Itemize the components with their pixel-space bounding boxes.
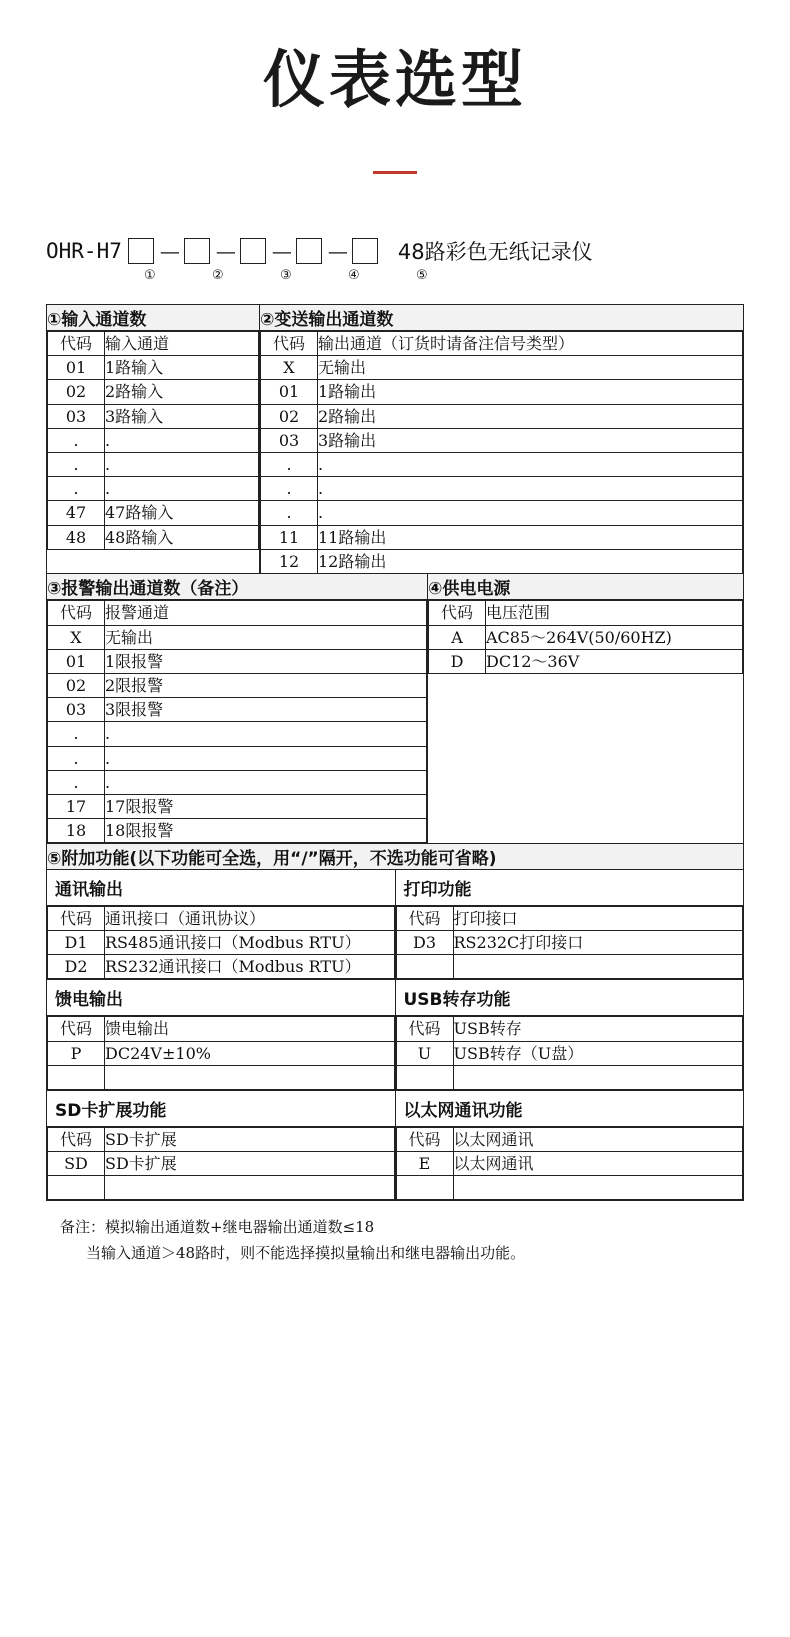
model-prefix: OHR-H7	[46, 239, 122, 263]
row-label: 1路输入	[105, 356, 259, 380]
section-4-header: ④供电电源	[428, 574, 744, 600]
col-header-code: 代码	[429, 601, 486, 625]
table-row	[396, 955, 743, 979]
footer-notes	[60, 1215, 790, 1266]
block-print	[395, 869, 744, 980]
row-label: .	[318, 452, 743, 476]
table-row	[429, 601, 743, 625]
block-title: SD卡扩展功能	[47, 1091, 395, 1127]
model-description: 48路彩色无纸记录仪	[397, 240, 593, 264]
row-code: SD	[48, 1152, 105, 1176]
model-slot-1[interactable]	[128, 238, 154, 264]
model-dash-3: —	[271, 239, 292, 263]
row-code: 03	[48, 698, 105, 722]
table-row	[48, 1127, 395, 1151]
row-label: 无输出	[105, 625, 427, 649]
row-code: .	[48, 722, 105, 746]
row-label: 3限报警	[105, 698, 427, 722]
row-code: .	[261, 452, 318, 476]
model-dash-2: —	[215, 239, 236, 263]
table-row	[429, 625, 743, 649]
table-row	[261, 332, 743, 356]
table-row	[48, 477, 259, 501]
col-header-name: USB转存	[453, 1017, 743, 1041]
row-code: 48	[48, 525, 105, 549]
col-header-name: 输入通道	[105, 332, 259, 356]
row-code: 11	[261, 525, 318, 549]
model-dash-4: —	[327, 239, 348, 263]
row-code: X	[48, 625, 105, 649]
block-title: 以太网通讯功能	[396, 1091, 744, 1127]
row-label: 3路输入	[105, 404, 259, 428]
row-label: DC24V±10%	[105, 1041, 395, 1065]
row-code: D	[429, 649, 486, 673]
table-row	[48, 1176, 395, 1200]
row-code: A	[429, 625, 486, 649]
section-2-body	[260, 331, 744, 575]
row-label: .	[318, 501, 743, 525]
table-row	[261, 428, 743, 452]
model-slot-2[interactable]	[184, 238, 210, 264]
row-label: USB转存（U盘）	[453, 1041, 743, 1065]
row-label: .	[105, 452, 259, 476]
table-row	[48, 525, 259, 549]
row-code: 12	[261, 549, 318, 573]
row-label: 48路输入	[105, 525, 259, 549]
table-row	[48, 1041, 395, 1065]
table-row	[48, 1152, 395, 1176]
row-code: X	[261, 356, 318, 380]
table-row	[261, 549, 743, 573]
row-label: .	[318, 477, 743, 501]
col-header-name: 报警通道	[105, 601, 427, 625]
block-sd-card	[47, 1090, 396, 1201]
col-header-name: 以太网通讯	[453, 1127, 743, 1151]
col-header-code: 代码	[396, 906, 453, 930]
marker-1: ①	[144, 268, 156, 283]
table-row	[396, 1017, 743, 1041]
row-code: .	[48, 428, 105, 452]
col-header-name: 输出通道（订货时请备注信号类型）	[318, 332, 743, 356]
block-usb	[395, 980, 744, 1091]
row-label: 18限报警	[105, 819, 427, 843]
table-row	[48, 380, 259, 404]
row-code: 02	[48, 380, 105, 404]
row-label: 以太网通讯	[453, 1152, 743, 1176]
row-label: .	[105, 428, 259, 452]
section-3-4-table	[46, 573, 744, 844]
section-5-header: ⑤附加功能(以下功能可全选，用“/”隔开，不选功能可省略)	[47, 843, 744, 869]
row-label: 2路输入	[105, 380, 259, 404]
row-label: 47路输入	[105, 501, 259, 525]
table-row	[48, 649, 427, 673]
row-label: .	[105, 746, 427, 770]
table-row	[48, 452, 259, 476]
row-code: 47	[48, 501, 105, 525]
table-row	[48, 794, 427, 818]
table-row	[396, 1065, 743, 1089]
row-label: 11路输出	[318, 525, 743, 549]
table-row	[48, 404, 259, 428]
section-1-body	[47, 331, 260, 575]
row-code: 02	[261, 404, 318, 428]
row-code: 17	[48, 794, 105, 818]
block-title: 打印功能	[396, 870, 744, 906]
col-header-name: 打印接口	[453, 906, 743, 930]
model-code-line	[46, 236, 790, 266]
section-3-header: ③报警输出通道数（备注）	[47, 574, 428, 600]
row-code: 03	[48, 404, 105, 428]
row-code: 18	[48, 819, 105, 843]
model-slot-5[interactable]	[352, 238, 378, 264]
block-title: USB转存功能	[396, 980, 744, 1016]
row-code: 03	[261, 428, 318, 452]
model-slot-4[interactable]	[296, 238, 322, 264]
table-row	[48, 673, 427, 697]
table-row	[48, 428, 259, 452]
row-label: RS232C打印接口	[453, 930, 743, 954]
row-code: D1	[48, 930, 105, 954]
marker-5: ⑤	[416, 268, 428, 283]
section-1-2-table	[46, 304, 744, 575]
row-label: 无输出	[318, 356, 743, 380]
table-row	[396, 930, 743, 954]
col-header-code: 代码	[48, 1127, 105, 1151]
table-row	[261, 525, 743, 549]
row-label: RS232通讯接口（Modbus RTU）	[105, 955, 395, 979]
table-row	[48, 770, 427, 794]
table-row	[48, 501, 259, 525]
block-power-feed	[47, 980, 396, 1091]
model-dash-1: —	[159, 239, 180, 263]
table-row	[48, 625, 427, 649]
table-row	[48, 955, 395, 979]
note-line-2: 当输入通道＞48路时，则不能选择摸拟量输出和继电器输出功能。	[86, 1243, 526, 1262]
table-row	[48, 819, 427, 843]
row-code: 01	[48, 649, 105, 673]
table-row	[261, 452, 743, 476]
table-row	[396, 1176, 743, 1200]
col-header-code: 代码	[261, 332, 318, 356]
model-slot-3[interactable]	[240, 238, 266, 264]
col-header-code: 代码	[396, 1017, 453, 1041]
section-1-header: ①输入通道数	[47, 305, 260, 331]
section-4-body	[428, 600, 744, 844]
marker-3: ③	[280, 268, 292, 283]
row-label: DC12～36V	[486, 649, 743, 673]
row-label: 1路输出	[318, 380, 743, 404]
row-code: D2	[48, 955, 105, 979]
table-row	[48, 356, 259, 380]
col-header-code: 代码	[48, 601, 105, 625]
section-5-table	[46, 843, 744, 1202]
table-row	[48, 746, 427, 770]
row-code: E	[396, 1152, 453, 1176]
table-row	[396, 1127, 743, 1151]
row-label: 2路输出	[318, 404, 743, 428]
row-code: .	[261, 477, 318, 501]
block-communication	[47, 869, 396, 980]
table-row	[48, 332, 259, 356]
row-label: 2限报警	[105, 673, 427, 697]
row-code: .	[261, 501, 318, 525]
note-line-1: 备注：模拟输出通道数+继电器输出通道数≤18	[60, 1218, 375, 1237]
row-label: 17限报警	[105, 794, 427, 818]
table-row	[48, 906, 395, 930]
table-row	[396, 906, 743, 930]
row-label: .	[105, 477, 259, 501]
table-row	[48, 1065, 395, 1089]
table-row	[48, 601, 427, 625]
row-code: .	[48, 770, 105, 794]
block-title: 通讯输出	[47, 870, 395, 906]
table-row	[396, 1041, 743, 1065]
row-code: .	[48, 746, 105, 770]
section-3-body	[47, 600, 428, 844]
row-code: P	[48, 1041, 105, 1065]
row-label: SD卡扩展	[105, 1152, 395, 1176]
table-row	[48, 1017, 395, 1041]
row-code: 01	[261, 380, 318, 404]
col-header-code: 代码	[48, 906, 105, 930]
block-title: 馈电输出	[47, 980, 395, 1016]
row-label: .	[105, 722, 427, 746]
block-ethernet	[395, 1090, 744, 1201]
row-label: AC85～264V(50/60HZ)	[486, 625, 743, 649]
row-label: 1限报警	[105, 649, 427, 673]
col-header-name: 通讯接口（通讯协议）	[105, 906, 395, 930]
row-code: .	[48, 452, 105, 476]
row-code: 02	[48, 673, 105, 697]
row-label: RS485通讯接口（Modbus RTU）	[105, 930, 395, 954]
page-title: 仪表选型	[262, 43, 527, 116]
table-row	[261, 501, 743, 525]
row-label: 3路输出	[318, 428, 743, 452]
col-header-code: 代码	[48, 1017, 105, 1041]
row-label: 12路输出	[318, 549, 743, 573]
table-row	[48, 722, 427, 746]
row-label: .	[105, 770, 427, 794]
row-code: D3	[396, 930, 453, 954]
table-row	[261, 477, 743, 501]
col-header-name: 电压范围	[486, 601, 743, 625]
table-row	[396, 1152, 743, 1176]
col-header-code: 代码	[396, 1127, 453, 1151]
table-row	[261, 380, 743, 404]
table-row	[261, 404, 743, 428]
marker-4: ④	[348, 268, 360, 283]
table-row	[48, 930, 395, 954]
col-header-code: 代码	[48, 332, 105, 356]
table-row	[48, 698, 427, 722]
table-row	[261, 356, 743, 380]
title-divider	[373, 171, 417, 174]
row-code: .	[48, 477, 105, 501]
row-code: 01	[48, 356, 105, 380]
col-header-name: SD卡扩展	[105, 1127, 395, 1151]
model-slot-markers	[46, 268, 790, 288]
table-row	[429, 649, 743, 673]
marker-2: ②	[212, 268, 224, 283]
row-code: U	[396, 1041, 453, 1065]
col-header-name: 馈电输出	[105, 1017, 395, 1041]
section-2-header: ②变送输出通道数	[260, 305, 744, 331]
